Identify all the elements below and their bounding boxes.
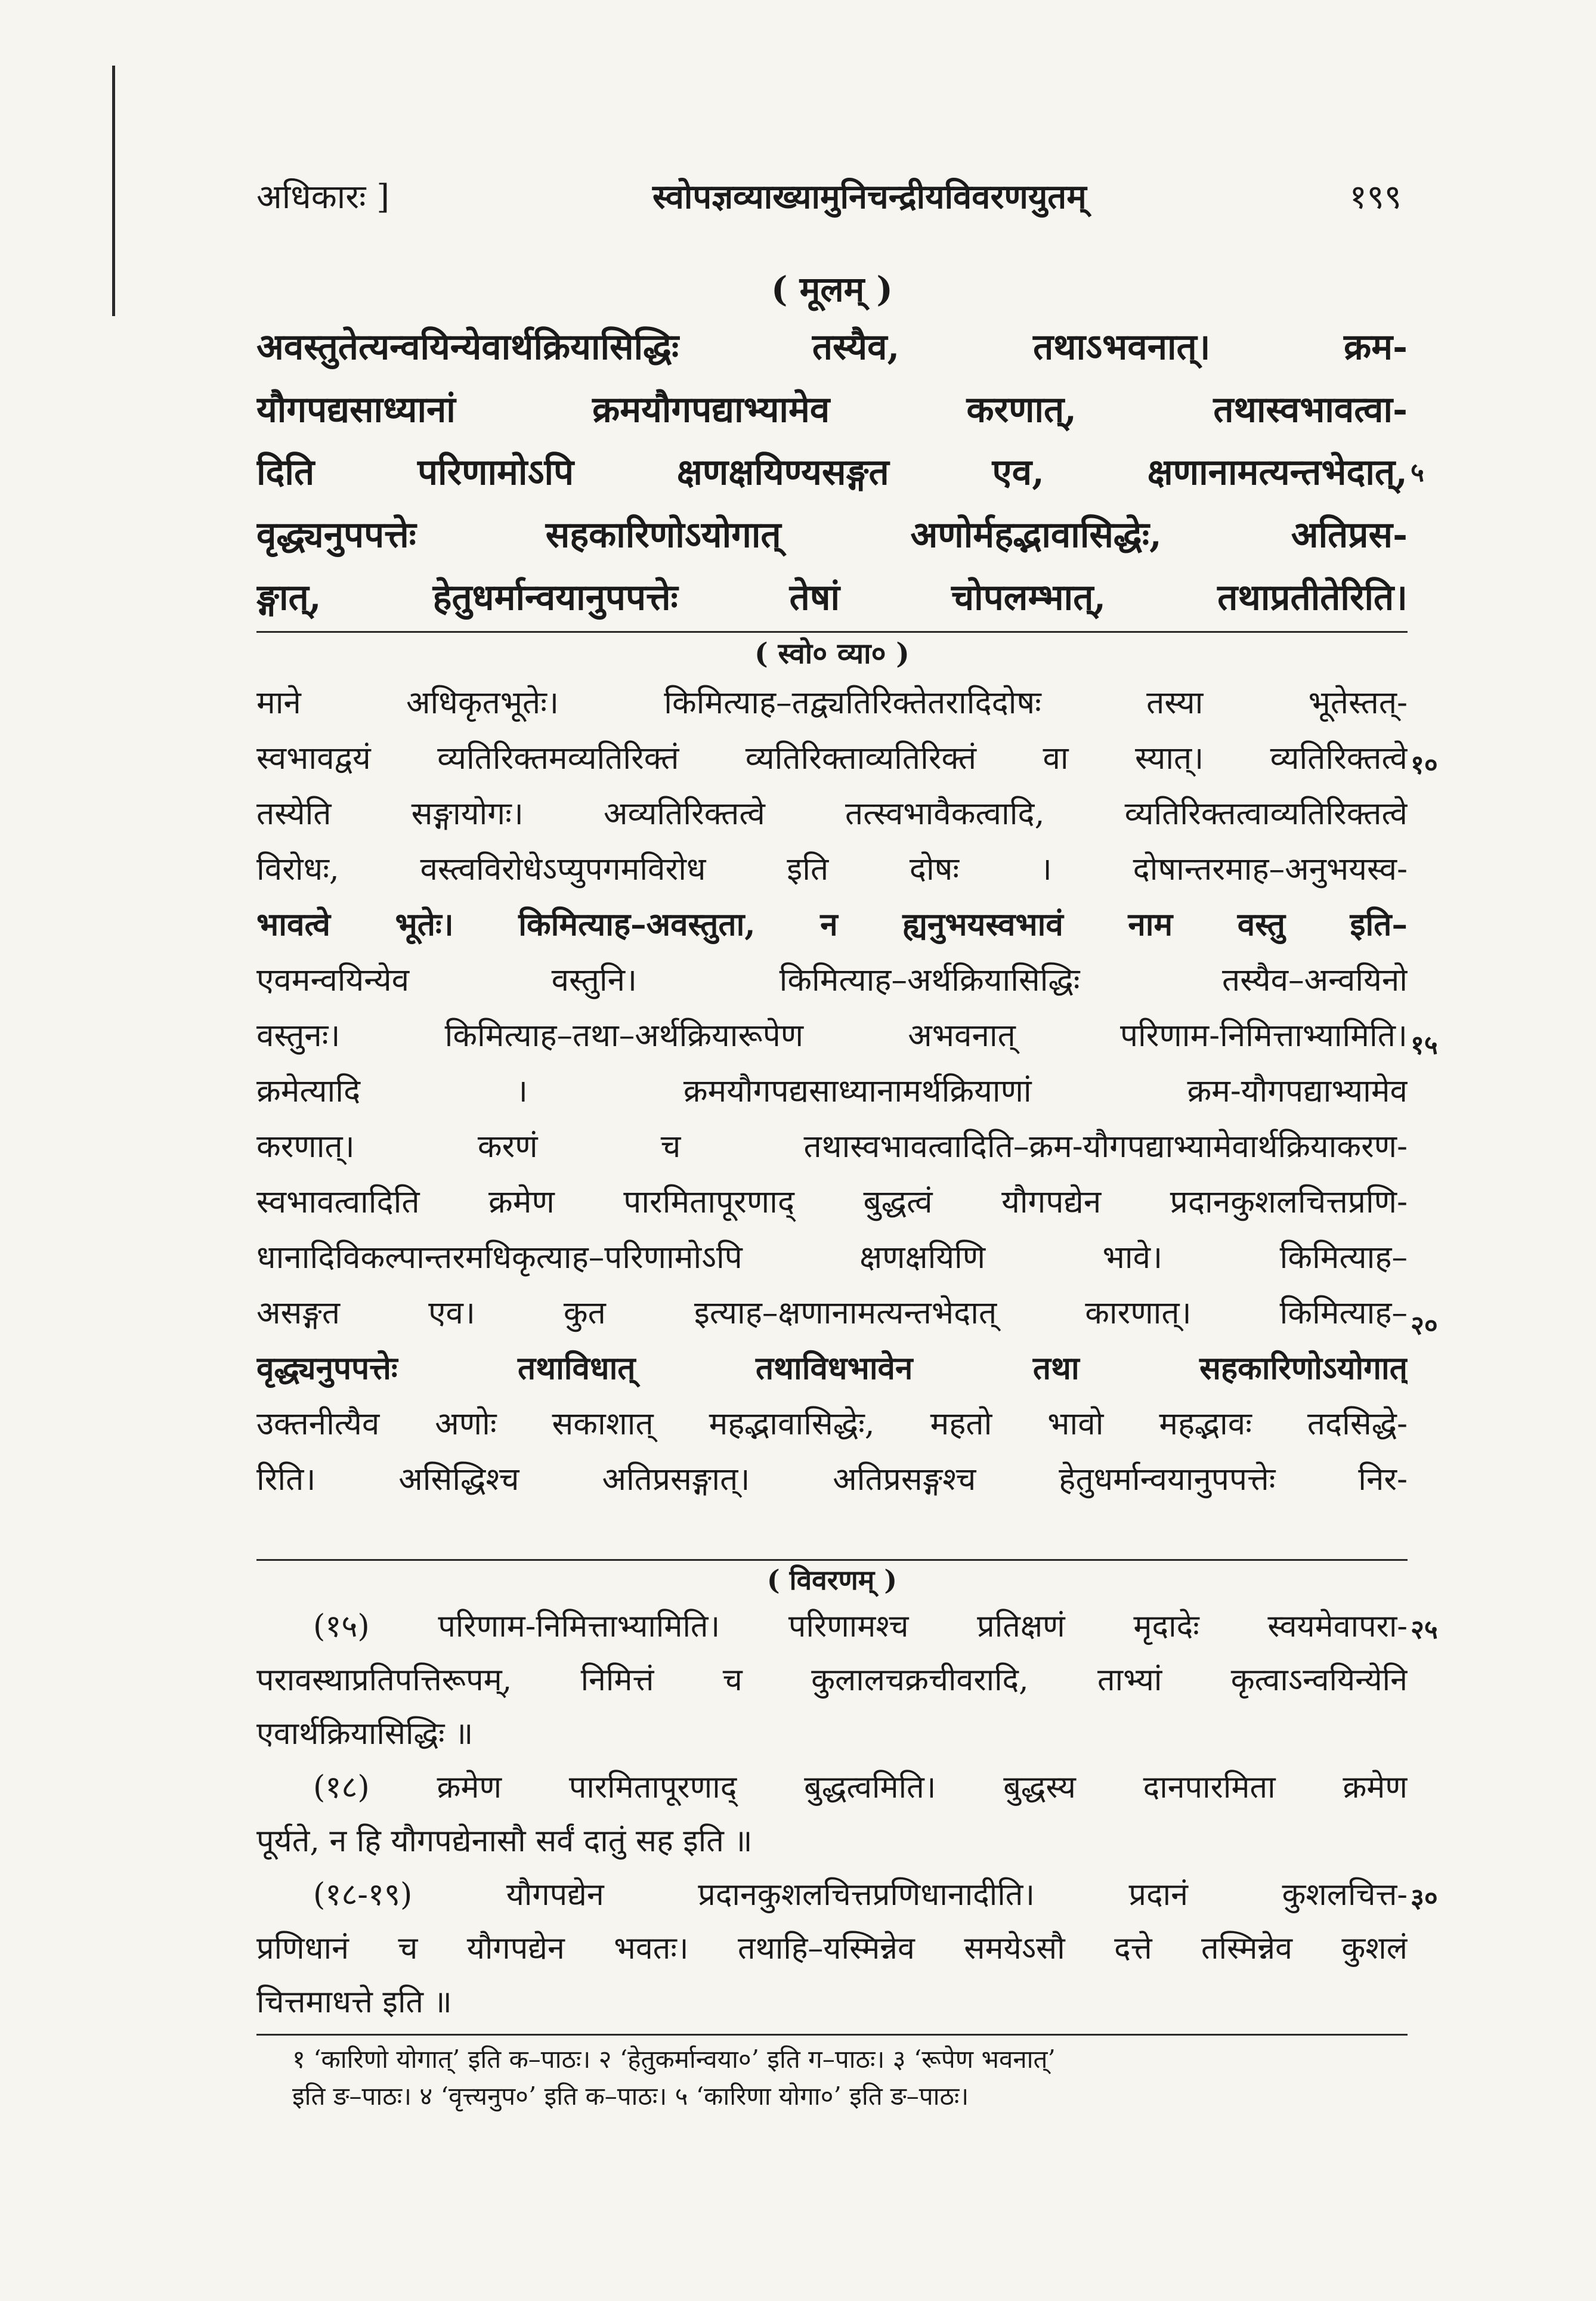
mulam-line: यौगपद्यसाध्यानां क्रमयौगपद्याभ्यामेव करणात्, तथास्वभावत्वा- <box>256 389 1408 431</box>
mulam-line: वृद्ध्यनुपपत्तेः सहकारिणोऽयोगात् अणोर्महद्भावासिद्धेः, अतिप्रस- <box>256 514 1408 556</box>
line-number: ३० <box>1411 1883 1438 1913</box>
footnote-line: १ ‘कारिणो योगात्’ इति क–पाठः। २ ‘हेतुकर्मान्वया०’ इति ग–पाठः। ३ ‘रूपेण भवनात्’ <box>292 2045 1056 2074</box>
line-number: २० <box>1411 1310 1438 1341</box>
commentary-heading: ( स्वो० व्या० ) <box>754 637 910 670</box>
commentary-line: एवमन्वयिन्येव वस्तुनि। किमित्याह–अर्थक्रियासिद्धिः तस्यैव–अन्वयिनो <box>256 962 1408 998</box>
commentary-line: भावत्वे भूतेः। किमित्याह–अवस्तुता, न ह्यनुभयस्वभावं नाम वस्तु इति– <box>256 906 1408 943</box>
footnote-divider <box>256 2034 1408 2036</box>
commentary-line: माने अधिकृतभूतेः। किमित्याह–तद्व्यतिरिक्तेतरादिदोषः तस्या भूतेस्तत्- <box>256 685 1408 721</box>
commentary-line: उक्तनीत्यैव अणोः सकाशात् महद्भावासिद्धेः, महतो भावो महद्भावः तदसिद्धे- <box>256 1406 1408 1442</box>
vivarana-line: परावस्थाप्रतिपत्तिरूपम्, निमित्तं च कुलालचक्रचीवरादि, ताभ्यां कृत्वाऽन्वयिन्येनि <box>256 1662 1408 1698</box>
vivarana-line: (१८) क्रमेण पारमितापूरणाद् बुद्धत्वमिति। बुद्धस्य दानपारमिता क्रमेण <box>313 1770 1408 1805</box>
commentary-line: असङ्गत एव। कुत इत्याह–क्षणानामत्यन्तभेदात् कारणात्। किमित्याह– <box>256 1295 1408 1331</box>
mulam-line: ङ्गात्, हेतुधर्मान्वयानुपपत्तेः तेषां चोपलम्भात्, तथाप्रतीतेरिति। <box>256 577 1408 618</box>
commentary-line: विरोधः, वस्त्वविरोधेऽप्युपगमविरोध इति दोषः । दोषान्तरमाह–अनुभयस्व- <box>256 851 1408 887</box>
header-title: स्वोपज्ञव्याख्यामुनिचन्द्रीयविवरणयुतम् <box>652 177 1087 217</box>
commentary-line: धानादिविकल्पान्तरमधिकृत्याह–परिणामोऽपि क्षणक्षयिणि भावे। किमित्याह– <box>256 1239 1408 1276</box>
vivarana-line: (१८-१९) यौगपद्येन प्रदानकुशलचित्तप्रणिधानादीति। प्रदानं कुशलचित्त- <box>313 1877 1408 1913</box>
commentary-line: करणात्। करणं च तथास्वभावत्वादिति–क्रम-यौगपद्याभ्यामेवार्थक्रियाकरण- <box>256 1128 1408 1165</box>
mulam-line: अवस्तुतेत्यन्वयिन्येवार्थक्रियासिद्धिः तस्यैव, तथाऽभवनात्। क्रम- <box>256 326 1408 368</box>
line-number: १५ <box>1411 1030 1438 1060</box>
vivarana-line: पूर्यते, न हि यौगपद्येनासौ सर्वं दातुं सह इति ॥ <box>256 1823 753 1859</box>
commentary-line: स्वभावद्वयं व्यतिरिक्तमव्यतिरिक्तं व्यतिरिक्ताव्यतिरिक्तं वा स्यात्। व्यतिरिक्तत्वे <box>256 740 1408 777</box>
vivarana-heading: ( विवरणम् ) <box>766 1564 898 1596</box>
vivarana-line: (१५) परिणाम-निमित्ताभ्यामिति। परिणामश्च प्रतिक्षणं मृदादेः स्वयमेवापरा- <box>313 1609 1408 1644</box>
vivarana-line: चित्तमाधत्ते इति ॥ <box>256 1984 452 2020</box>
header-left: अधिकारः ] <box>256 178 390 217</box>
line-number: २५ <box>1411 1615 1438 1645</box>
footnote-line: इति ङ–पाठः। ४ ‘वृत्त्यनुप०’ इति क–पाठः। ५ ‘कारिणा योगा०’ इति ङ–पाठः। <box>292 2082 969 2111</box>
line-number: १० <box>1411 750 1438 780</box>
commentary-line: क्रमेत्यादि । क्रमयौगपद्यसाध्यानामर्थक्रियाणां क्रम-यौगपद्याभ्यामेव <box>256 1073 1408 1109</box>
running-header <box>256 172 1402 219</box>
vivarana-line: एवार्थक्रियासिद्धिः ॥ <box>256 1716 474 1752</box>
vivarana-section <box>256 1560 1408 2029</box>
page-number: १९९ <box>1349 178 1402 217</box>
commentary-line: तस्येति सङ्गायोगः। अव्यतिरिक्तत्वे तत्स्वभावैकत्वादि, व्यतिरिक्तत्वाव्यतिरिक्तत्वे <box>256 796 1408 832</box>
binding-edge-line <box>112 66 115 316</box>
line-number: ५ <box>1411 457 1424 488</box>
commentary-section <box>256 632 1408 1507</box>
vivarana-line: प्रणिधानं च यौगपद्येन भवतः। तथाहि–यस्मिन्नेव समयेऽसौ दत्ते तस्मिन्नेव कुशलं <box>256 1931 1408 1966</box>
mulam-section <box>256 262 1408 629</box>
footnotes-section <box>256 2041 1408 2115</box>
mulam-line: दिति परिणामोऽपि क्षणक्षयिण्यसङ्गत एव, क्षणानामत्यन्तभेदात्, <box>256 451 1408 493</box>
commentary-line: रिति। असिद्धिश्च अतिप्रसङ्गात्। अतिप्रसङ्गश्च हेतुधर्मान्वयानुपपत्तेः निर- <box>256 1461 1408 1498</box>
mulam-heading: ( मूलम् ) <box>771 269 893 310</box>
commentary-line: वस्तुनः। किमित्याह–तथा–अर्थक्रियारूपेण अभवनात् परिणाम-निमित्ताभ्यामिति। <box>256 1017 1408 1054</box>
commentary-line: वृद्ध्यनुपपत्तेः तथाविधात् तथाविधभावेन तथा सहकारिणोऽयोगात् <box>256 1350 1408 1387</box>
commentary-line: स्वभावत्वादिति क्रमेण पारमितापूरणाद् बुद्धत्वं यौगपद्येन प्रदानकुशलचित्तप्रणि- <box>256 1184 1408 1220</box>
